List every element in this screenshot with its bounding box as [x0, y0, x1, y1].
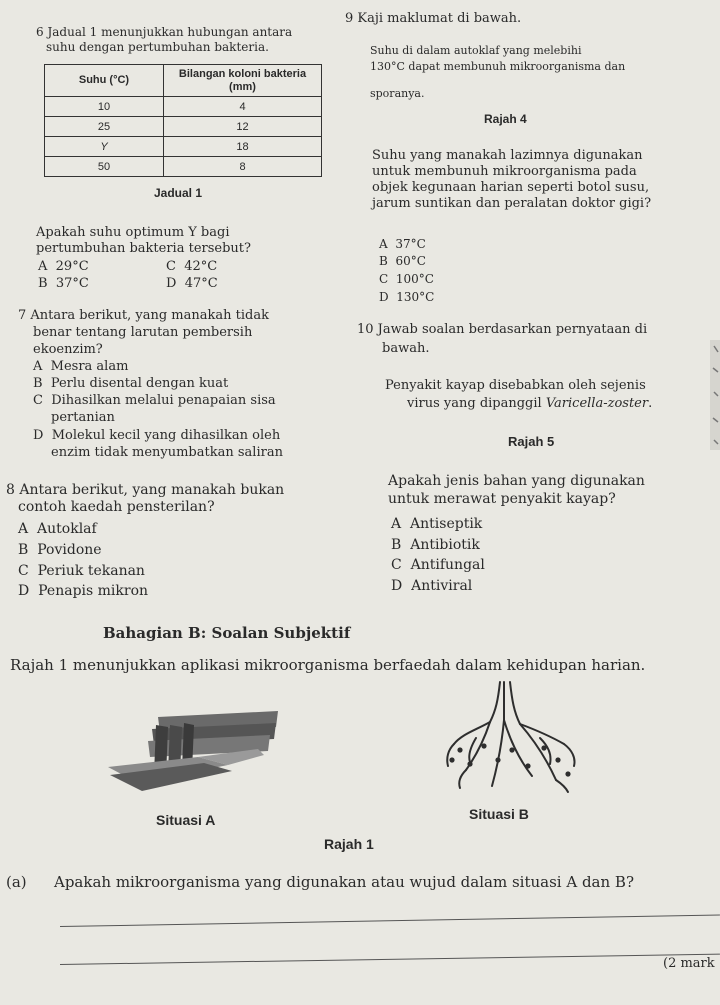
option-letter: B: [33, 376, 43, 391]
table-cell: 8: [164, 157, 322, 177]
situation-a-label: Situasi A: [156, 812, 216, 828]
q9-caption: Rajah 4: [484, 112, 527, 126]
answer-line[interactable]: [60, 954, 720, 965]
q8-option-b[interactable]: [18, 542, 102, 558]
q6-option-b[interactable]: [38, 276, 89, 291]
option-text: Periuk tekanan: [37, 563, 145, 579]
q6-option-c[interactable]: [166, 259, 217, 274]
option-letter: C: [33, 393, 43, 408]
statement-period: .: [648, 396, 653, 411]
q9-question-line2: untuk membunuh mikroorganisma pada: [372, 164, 637, 179]
q8-option-d[interactable]: [18, 583, 148, 599]
q8-option-a[interactable]: [18, 521, 97, 537]
option-letter: C: [166, 259, 176, 274]
option-letter: B: [38, 276, 48, 291]
q9-option-b[interactable]: [379, 254, 426, 268]
q8-stem-line1: 8 Antara berikut, yang manakah bukan: [6, 482, 285, 498]
option-text: 42°C: [184, 259, 218, 274]
q9-option-a[interactable]: [379, 237, 426, 251]
option-letter: D: [33, 428, 44, 443]
option-text: 29°C: [55, 259, 89, 274]
q10-question-line1: Apakah jenis bahan yang digunakan: [388, 473, 645, 489]
table-cell: 12: [164, 117, 322, 137]
q9-info-line2: 130°C dapat membunuh mikroorganisma dan: [370, 60, 626, 73]
option-letter: A: [18, 521, 29, 537]
option-letter: C: [379, 272, 389, 286]
option-letter: C: [18, 563, 29, 579]
figure-caption: Rajah 1: [324, 836, 374, 852]
q10-stem-line1: 10 Jawab soalan berdasarkan pernyataan di: [357, 322, 648, 337]
marks-label: (2 mark: [663, 956, 715, 971]
table-cell: 25: [45, 117, 164, 137]
answer-line[interactable]: [60, 914, 720, 927]
option-letter: D: [166, 276, 177, 291]
option-text: Antiviral: [411, 578, 473, 594]
part-a-label: (a): [6, 873, 27, 891]
table-row: [45, 137, 322, 157]
option-letter: C: [391, 557, 402, 573]
bacteria-table: [44, 64, 322, 177]
q10-option-c[interactable]: [391, 557, 485, 573]
q7-option-b[interactable]: [33, 376, 228, 391]
q7-stem-line2: benar tentang larutan pembersih: [33, 325, 253, 340]
q10-option-b[interactable]: [391, 537, 480, 553]
q8-stem-line2: contoh kaedah pensterilan?: [18, 499, 215, 515]
q9-info-line3: sporanya.: [370, 87, 425, 100]
table-cell: 18: [164, 137, 322, 157]
table-row: [45, 97, 322, 117]
q7-option-c[interactable]: [33, 393, 276, 408]
option-text: 100°C: [395, 272, 434, 286]
option-letter: D: [379, 290, 389, 304]
q9-option-d[interactable]: [379, 290, 434, 304]
page-binding-edge: [710, 340, 720, 450]
q7-option-d-line2: enzim tidak menyumbatkan saliran: [51, 445, 283, 460]
situation-b-image: [440, 680, 590, 795]
q8-option-c[interactable]: [18, 563, 145, 579]
option-text: 60°C: [395, 254, 426, 268]
q6-question-line2: pertumbuhan bakteria tersebut?: [36, 241, 251, 256]
option-text: 130°C: [396, 290, 435, 304]
q9-stem: 9 Kaji maklumat di bawah.: [345, 11, 522, 26]
table-cell: 10: [45, 97, 164, 117]
option-text: 37°C: [395, 237, 426, 251]
table-row: [45, 157, 322, 177]
q9-question-line3: objek kegunaan harian seperti botol susu,: [372, 180, 650, 195]
q6-option-a[interactable]: [38, 259, 89, 274]
option-letter: D: [18, 583, 30, 599]
option-text: Penapis mikron: [38, 583, 149, 599]
q10-statement-line1: Penyakit kayap disebabkan oleh sejenis: [385, 378, 646, 393]
option-letter: A: [33, 359, 43, 374]
option-text: 37°C: [55, 276, 89, 291]
section-b-q1-stem: Rajah 1 menunjukkan aplikasi mikroorganisma berfaedah dalam kehidupan harian.: [10, 656, 646, 674]
option-letter: D: [391, 578, 403, 594]
option-text: 47°C: [184, 276, 218, 291]
q6-stem-line2: suhu dengan pertumbuhan bakteria.: [46, 40, 269, 54]
q10-caption: Rajah 5: [508, 434, 555, 449]
q9-info-line1: Suhu di dalam autoklaf yang melebihi: [370, 44, 582, 57]
q10-option-d[interactable]: [391, 578, 472, 594]
q6-caption: Jadual 1: [154, 186, 203, 200]
option-text: Antifungal: [410, 557, 485, 573]
q9-question-line1: Suhu yang manakah lazimnya digunakan: [372, 148, 643, 163]
table-cell: Y: [45, 137, 164, 157]
option-letter: B: [18, 542, 29, 558]
q9-question-line4: jarum suntikan dan peralatan doktor gigi?: [372, 196, 652, 211]
table-row: [45, 117, 322, 137]
option-text: Antiseptik: [410, 516, 483, 532]
option-letter: A: [38, 259, 48, 274]
q7-stem-line3: ekoenzim?: [33, 342, 103, 357]
q6-question-line1: Apakah suhu optimum Y bagi: [36, 225, 230, 240]
statement-text: virus yang dipanggil: [407, 396, 546, 411]
q10-option-a[interactable]: [391, 516, 482, 532]
q9-option-c[interactable]: [379, 272, 434, 286]
option-letter: B: [379, 254, 388, 268]
q10-statement-line2: [407, 396, 652, 411]
table-cell: 50: [45, 157, 164, 177]
virus-name: Varicella-zoster: [545, 396, 649, 411]
part-a-question: Apakah mikroorganisma yang digunakan atau wujud dalam situasi A dan B?: [54, 873, 634, 891]
q10-stem-line2: bawah.: [382, 341, 430, 356]
option-letter: A: [391, 516, 402, 532]
situation-b-label: Situasi B: [469, 806, 529, 822]
table-header-colony: Bilangan koloni bakteria (mm): [164, 65, 322, 97]
situation-a-image: [108, 705, 288, 795]
option-letter: B: [391, 537, 402, 553]
option-text: Perlu disental dengan kuat: [50, 376, 229, 391]
q6-stem-line1: 6 Jadual 1 menunjukkan hubungan antara: [36, 25, 293, 39]
q7-stem-line1: 7 Antara berikut, yang manakah tidak: [18, 308, 269, 323]
q7-option-d[interactable]: [33, 428, 280, 443]
option-letter: A: [379, 237, 388, 251]
option-text: Autoklaf: [37, 521, 97, 537]
option-text: Antibiotik: [410, 537, 480, 553]
q7-option-a[interactable]: [33, 359, 128, 374]
q7-option-c-line2: pertanian: [51, 410, 115, 425]
q6-option-d[interactable]: [166, 276, 218, 291]
option-text: Mesra alam: [50, 359, 129, 374]
table-cell: 4: [164, 97, 322, 117]
q10-question-line2: untuk merawat penyakit kayap?: [388, 491, 616, 507]
section-b-title: Bahagian B: Soalan Subjektif: [103, 624, 351, 642]
option-text: Povidone: [37, 542, 102, 558]
option-text: Dihasilkan melalui penapaian sisa: [51, 393, 276, 408]
table-header-temp: Suhu (°C): [45, 65, 164, 97]
option-text: Molekul kecil yang dihasilkan oleh: [51, 428, 281, 443]
